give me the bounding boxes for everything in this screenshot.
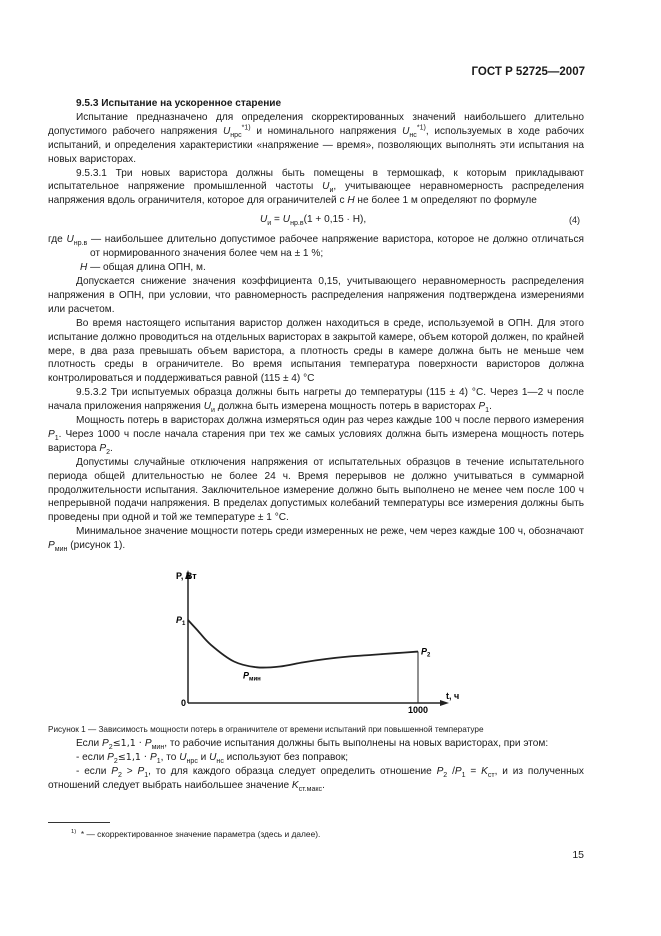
paragraph-condition-2: - если $P_2\le 1,1 \cdot P_1$, то $U_{нрс}$ и $U_{нс}$ используют без поправок;: [76, 751, 349, 765]
paragraph-environment: Во время настоящего испытания варистор должен находиться в среде, используемой в ОПН. Для этого испытание должно проводиться на отдельных варисторах в закрытой камере, объем которой должен, по крайней мере, в два раза превышать объем варистора, а плотность среды в камере должна быть не меньше чем плотность среды в ограничителе. Во время испытания температура поверхности варисторов должна контролироваться и поддерживаться равной (115 ± 4) °С: [48, 317, 584, 385]
formula-expression: $U_и = U_{нр.в}(1 + 0,15 \cdot H)$,: [260, 214, 367, 228]
where-clause: где $U_{нр.в}$ — наибольшее длительно допустимое рабочее напряжение варистора, которое не должно отличаться от нормированного значения более чем на ± 1 %;: [48, 234, 584, 260]
x-axis-label: t, ч: [446, 691, 460, 702]
paragraph-measurements: Мощность потерь в варисторах должна измеряться один раз через каждые 100 ч после первого измерения $P_1$. Через 1000 ч после начала старения при тех же самых условиях должна быть измерена мощность потерь варистора $P_2$.: [48, 415, 584, 456]
origin-label: 0: [181, 698, 187, 709]
page-number: 15: [572, 849, 584, 861]
paragraph-interruptions: Допустимы случайные отключения напряжения от испытательных образцов в течение испытательного периода общей длительностью не более 24 ч. Время перерывов не должно учитываться в суммарной продолжительности испытания. Заключительное измерение должно быть выполнено не менее чем после 100 ч непрерывной подачи напряжения. В пределах допустимых колебаний температуры все измерения должны быть проведены при одной и той же температуре ± 1 °С.: [48, 456, 584, 524]
power-loss-curve: [188, 620, 418, 668]
annotation-Pмин: $P_{мин}$: [243, 670, 261, 683]
where-clause-h: H — общая длина ОПН, м.: [80, 262, 206, 274]
paragraph-condition-1: Если $P_2\le 1,1 \cdot P_{мин}$, то рабочие испытания должны быть выполнены на новых варисторах, при этом:: [76, 738, 549, 752]
figure-1: [48, 565, 584, 723]
annotation-P2: $P_2$: [421, 646, 431, 659]
formula-4: [48, 211, 584, 229]
annotation-P1: $P_1$: [176, 615, 186, 628]
paragraph-coefficient: Допускается снижение значения коэффициента 0,15, учитывающего неравномерность распределения напряжения в ОПН, при условии, что равномерность распределения напряжения подтверждена измерениями или расчетом.: [48, 275, 584, 315]
footnote: $^{1)}$ * — скорректированное значение параметра (здесь и далее).: [71, 829, 321, 839]
paragraph-9531: 9.5.3.1 Три новых варистора должны быть помещены в термошкаф, к которым прикладывают испытательное напряжение промышленной частоты $U_и$, учитывающее неравномерность распределения напряжения вдоль ограничителя, которое для ограничителей с H не более 1 м определяют по формуле: [48, 167, 584, 207]
figure-caption: Рисунок 1 — Зависимость мощности потерь в ограничителе от времени испытаний при повышенной температуре: [48, 725, 484, 735]
page-content: [48, 97, 584, 793]
paragraph-9532: 9.5.3.2 Три испытуемых образца должны быть нагреты до температуры (115 ± 4) °С. Через 1—2 ч после начала приложения напряжения $U_и$ должна быть измерена мощность потерь в варисторах $P_1$.: [48, 387, 584, 415]
paragraph-minimum: Минимальное значение мощности потерь среди измеренных не реже, чем через каждые 100 ч, обозначают $P_{мин}$ (рисунок 1).: [48, 526, 584, 554]
footnote-separator: [48, 822, 110, 823]
document-code: ГОСТ Р 52725—2007: [471, 66, 585, 78]
power-loss-chart: [48, 565, 584, 723]
paragraph-purpose: Испытание предназначено для определения скорректированных значений наибольшего длительно допустимого рабочего напряжения $U_{нрс}^{*1)}$ и номинального напряжения $U_{нс}^{*1)}$, используемых в ходе рабочих испытаний, и определения характеристики «напряжение — время», позволяющих выполнять эти испытания на новых варисторах.: [48, 111, 584, 165]
paragraph-condition-3: - если $P_2 > P_1$, то для каждого образца следует определить отношение $P_2$ $/P_1 = K_{ст}$, и из полученных отношений следует выбрать наибольшее значение $K_{ст.макс}$.: [48, 765, 584, 793]
formula-number: (4): [569, 215, 580, 226]
section-title: 9.5.3 Испытание на ускоренное старение: [76, 98, 282, 109]
x-tick-1000: 1000: [408, 705, 429, 716]
y-axis-label: P, Вт: [176, 571, 197, 582]
